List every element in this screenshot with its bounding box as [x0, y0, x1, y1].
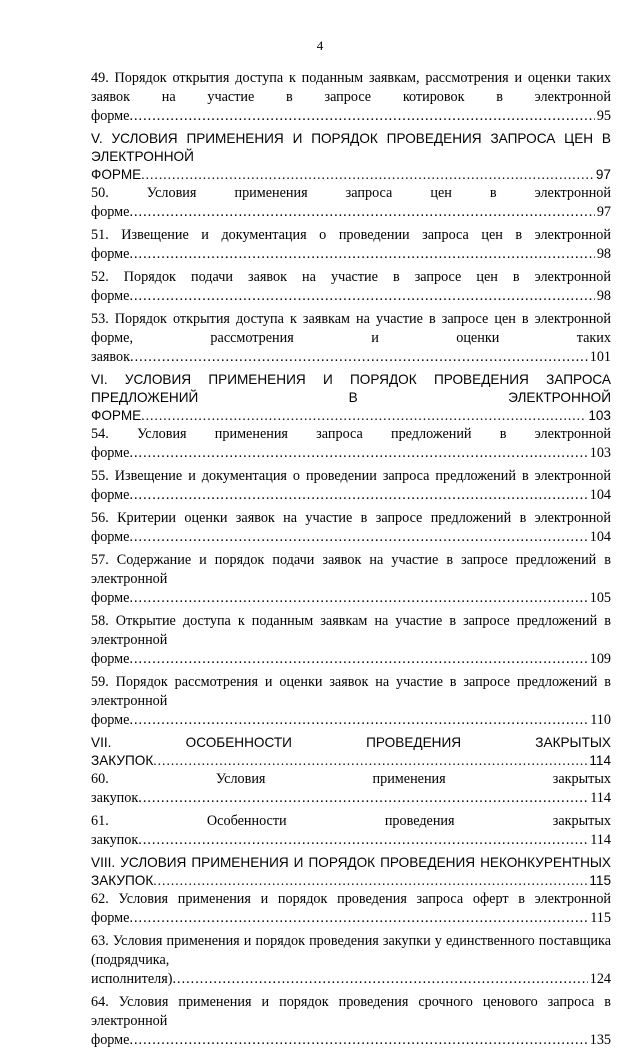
toc-entry-page: 124 — [589, 971, 611, 987]
toc-entry-page: 104 — [589, 487, 611, 503]
toc-entry-title: 52. Порядок подачи заявок на участие в запросе цен в электронной форме ..... — [91, 269, 611, 304]
toc-section-vi[interactable] — [91, 371, 611, 425]
toc-entry-title: 64. Условия применения и порядок проведения срочного ценового запроса в электронной форме ..... — [91, 994, 611, 1048]
toc-entry-63[interactable] — [91, 932, 611, 989]
toc-entry-page: 105 — [589, 590, 611, 606]
toc-entry-page: 98 — [596, 288, 611, 304]
toc-entry-page: 97 — [595, 167, 611, 182]
toc-entry-61[interactable] — [91, 812, 611, 850]
toc-entry-52[interactable] — [91, 268, 611, 306]
toc-entry-title: 55. Извещение и документация о проведении запроса предложений в электронной форме ..... — [91, 468, 611, 503]
toc-entry-page: 97 — [596, 204, 611, 220]
toc-entry-page: 114 — [589, 753, 611, 768]
toc-entry-50[interactable] — [91, 184, 611, 222]
toc-entry-62[interactable] — [91, 890, 611, 928]
toc-entry-title: 57. Содержание и порядок подачи заявок на участие в запросе предложений в электронной форме ..... — [91, 552, 611, 606]
toc-entry-54[interactable] — [91, 425, 611, 463]
toc-entry-page: 109 — [589, 651, 611, 667]
toc-entry-page: 115 — [590, 910, 611, 926]
toc-entry-page: 103 — [588, 408, 611, 423]
toc-section-title: VII. ОСОБЕННОСТИ ПРОВЕДЕНИЯ ЗАКРЫТЫХ ЗАКУПОК ..... — [91, 735, 611, 768]
toc-entry-title: 53. Порядок открытия доступа к заявкам на участие в запросе цен в электронной форме, рассмотрения и оценки таких заявок ..... — [91, 311, 611, 365]
toc-section-viii[interactable] — [91, 854, 611, 890]
toc-entry-title: 61. Особенности проведения закрытых закупок ..... — [91, 813, 611, 848]
toc-entry-title: 56. Критерии оценки заявок на участие в запросе предложений в электронной форме ..... — [91, 510, 611, 545]
toc-section-title: VIII. УСЛОВИЯ ПРИМЕНЕНИЯ И ПОРЯДОК ПРОВЕДЕНИЯ НЕКОНКУРЕНТНЫХ ЗАКУПОК ..... — [91, 855, 611, 888]
toc-entry-page: 115 — [589, 873, 611, 888]
toc-entry-51[interactable] — [91, 226, 611, 264]
toc-entry-49[interactable] — [91, 69, 611, 126]
toc-entry-title: 50. Условия применения запроса цен в электронной форме ..... — [91, 185, 611, 220]
toc-section-v[interactable] — [91, 130, 611, 184]
toc-entry-title: 51. Извещение и документация о проведении запроса цен в электронной форме ..... — [91, 227, 611, 262]
toc-entry-title: 58. Открытие доступа к поданным заявкам на участие в запросе предложений в электронной форме ..... — [91, 613, 611, 667]
toc-entry-title: 63. Условия применения и порядок проведения закупки у единственного поставщика (подрядчика, исполнителя) ..... — [91, 933, 611, 987]
toc-entry-page: 114 — [590, 832, 611, 848]
toc-entry-page: 104 — [589, 529, 611, 545]
toc-section-title: VI. УСЛОВИЯ ПРИМЕНЕНИЯ И ПОРЯДОК ПРОВЕДЕНИЯ ЗАПРОСА ПРЕДЛОЖЕНИЙ В ЭЛЕКТРОННОЙ ФОРМЕ ..... — [91, 372, 611, 423]
toc-entry-55[interactable] — [91, 467, 611, 505]
toc-entry-58[interactable] — [91, 612, 611, 669]
toc-entry-page: 101 — [589, 349, 611, 365]
toc-entry-page: 98 — [596, 246, 611, 262]
page-number: 4 — [316, 38, 324, 53]
toc-entry-page: 103 — [589, 445, 611, 461]
toc-entry-title: 59. Порядок рассмотрения и оценки заявок на участие в запросе предложений в электронной форме ..... — [91, 674, 611, 728]
toc-entry-title: 54. Условия применения запроса предложений в электронной форме ..... — [91, 426, 611, 461]
toc-entry-53[interactable] — [91, 310, 611, 367]
toc-entry-page: 135 — [589, 1032, 611, 1048]
toc-section-vii[interactable] — [91, 734, 611, 770]
toc-entry-title: 62. Условия применения и порядок проведения запроса оферт в электронной форме ..... — [91, 891, 611, 926]
toc-entry-title: 49. Порядок открытия доступа к поданным заявкам, рассмотрения и оценки таких заявок на участие в запросе котировок в электронной форме ..... — [91, 70, 611, 124]
toc-entry-59[interactable] — [91, 673, 611, 730]
toc-entry-57[interactable] — [91, 551, 611, 608]
toc-entry-title: 60. Условия применения закрытых закупок ..... — [91, 771, 611, 806]
toc-entry-56[interactable] — [91, 509, 611, 547]
toc-entry-page: 95 — [596, 108, 611, 124]
toc-entry-60[interactable] — [91, 770, 611, 808]
toc-entry-page: 110 — [590, 712, 611, 728]
table-of-contents — [91, 69, 611, 1054]
toc-entry-64[interactable] — [91, 993, 611, 1050]
toc-entry-page: 114 — [590, 790, 611, 806]
toc-section-title: V. УСЛОВИЯ ПРИМЕНЕНИЯ И ПОРЯДОК ПРОВЕДЕНИЯ ЗАПРОСА ЦЕН В ЭЛЕКТРОННОЙ ФОРМЕ ..... — [91, 131, 611, 182]
